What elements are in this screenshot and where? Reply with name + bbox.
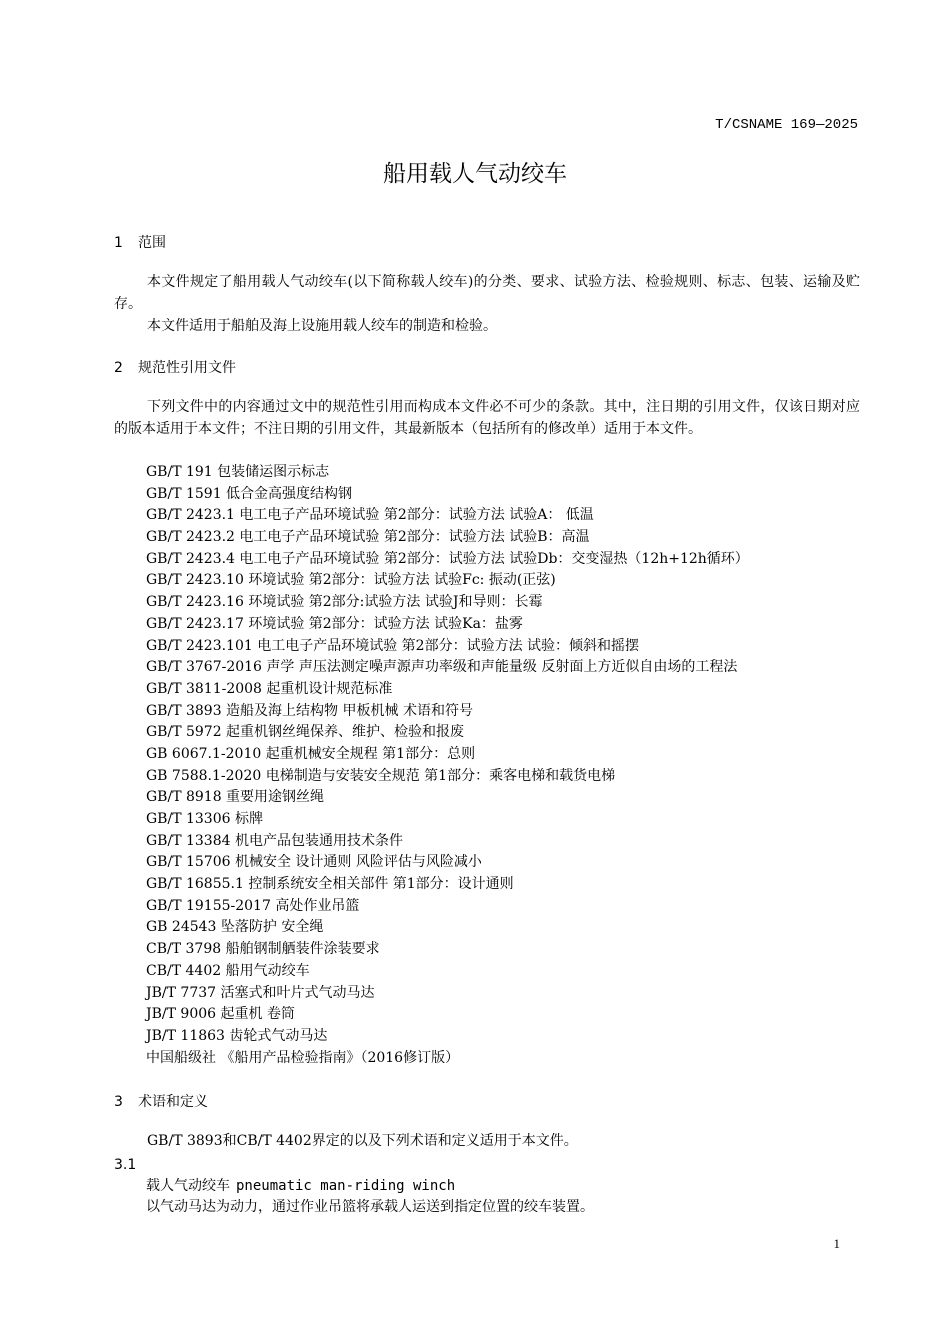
reference-item: GB/T 5972 起重机钢丝绳保养、维护、检验和报废 bbox=[146, 724, 465, 741]
reference-item: JB/T 11863 齿轮式气动马达 bbox=[146, 1027, 328, 1044]
reference-item: GB/T 13306 标牌 bbox=[146, 811, 263, 827]
reference-item: 中国船级社 《船用产品检验指南》（2016修订版） bbox=[146, 1049, 460, 1066]
reference-item: CB/T 3798 船舶钢制舾装件涂装要求 bbox=[146, 941, 380, 958]
page-number: 1 bbox=[833, 1236, 840, 1251]
section-number: 3 bbox=[114, 1094, 123, 1110]
reference-item: GB/T 2423.10 环境试验 第2部分：试验方法 试验Fc: 振动(正弦) bbox=[146, 572, 556, 589]
reference-item: GB/T 2423.1 电工电子产品环境试验 第2部分：试验方法 试验A： 低温 bbox=[146, 507, 594, 524]
section-number: 1 bbox=[114, 235, 123, 251]
section-title: 规范性引用文件 bbox=[138, 360, 236, 376]
reference-item: GB/T 191 包装储运图示标志 bbox=[146, 464, 330, 480]
term-number: 3.1 bbox=[114, 1157, 137, 1173]
reference-item: CB/T 4402 船用气动绞车 bbox=[146, 962, 310, 979]
term-english: pneumatic man-riding winch bbox=[236, 1178, 456, 1194]
reference-item: GB 24543 坠落防护 安全绳 bbox=[146, 919, 324, 936]
reference-item: GB/T 2423.101 电工电子产品环境试验 第2部分：试验方法 试验：倾斜和摇摆 bbox=[146, 637, 640, 654]
reference-item: GB/T 2423.4 电工电子产品环境试验 第2部分：试验方法 试验Db：交变湿热（12h+12h循环） bbox=[146, 550, 749, 567]
section-1-paragraph-1: 本文件规定了船用载人气动绞车(以下简称载人绞车)的分类、要求、试验方法、检验规则、标志、包装、运输及贮存。 bbox=[114, 274, 860, 312]
reference-item: GB/T 3767-2016 声学 声压法测定噪声源声功率级和声能量级 反射面上方近似自由场的工程法 bbox=[146, 659, 738, 676]
reference-item: GB/T 2423.17 环境试验 第2部分：试验方法 试验Ka：盐雾 bbox=[146, 615, 523, 632]
reference-item: GB/T 13384 机电产品包装通用技术条件 bbox=[146, 832, 403, 849]
term-entry bbox=[146, 1176, 455, 1196]
reference-item: GB/T 16855.1 控制系统安全相关部件 第1部分：设计通则 bbox=[146, 876, 514, 893]
reference-item: GB/T 15706 机械安全 设计通则 风险评估与风险减小 bbox=[146, 854, 482, 871]
reference-item: JB/T 7737 活塞式和叶片式气动马达 bbox=[146, 984, 375, 1001]
section-title: 范围 bbox=[138, 235, 166, 251]
reference-item: GB/T 1591 低合金高强度结构钢 bbox=[146, 485, 353, 502]
section-number: 2 bbox=[114, 360, 123, 376]
document-code: T/CSNAME 169—2025 bbox=[715, 117, 858, 133]
normative-references-list bbox=[146, 462, 749, 1069]
document-title: 船用载人气动绞车 bbox=[383, 161, 567, 187]
reference-item: JB/T 9006 起重机 卷筒 bbox=[146, 1006, 295, 1023]
reference-item: GB/T 3811-2008 起重机设计规范标准 bbox=[146, 680, 393, 697]
reference-item: GB/T 2423.16 环境试验 第2部分:试验方法 试验J和导则：长霉 bbox=[146, 594, 543, 611]
reference-item: GB/T 2423.2 电工电子产品环境试验 第2部分：试验方法 试验B：高温 bbox=[146, 529, 590, 546]
section-2-paragraph-1: 下列文件中的内容通过文中的规范性引用而构成本文件必不可少的条款。其中，注日期的引用文件，仅该日期对应的版本适用于本文件；不注日期的引用文件，其最新版本（包括所有的修改单）适用于本文件。 bbox=[114, 399, 860, 437]
reference-item: GB 7588.1-2020 电梯制造与安装安全规范 第1部分：乘客电梯和载货电梯 bbox=[146, 767, 616, 784]
reference-item: GB 6067.1-2010 起重机械安全规程 第1部分：总则 bbox=[146, 745, 476, 762]
term-chinese: 载人气动绞车 bbox=[146, 1178, 230, 1194]
reference-item: GB/T 19155-2017 高处作业吊篮 bbox=[146, 897, 360, 914]
section-1-paragraph-2: 本文件适用于船舶及海上设施用载人绞车的制造和检验。 bbox=[147, 318, 497, 334]
section-title: 术语和定义 bbox=[138, 1094, 208, 1110]
section-2-heading bbox=[114, 358, 236, 378]
section-3-paragraph-1: GB/T 3893和CB/T 4402界定的以及下列术语和定义适用于本文件。 bbox=[147, 1133, 578, 1149]
reference-item: GB/T 8918 重要用途钢丝绳 bbox=[146, 789, 325, 806]
section-1-heading bbox=[114, 233, 166, 253]
reference-item: GB/T 3893 造船及海上结构物 甲板机械 术语和符号 bbox=[146, 702, 473, 719]
term-definition: 以气动马达为动力，通过作业吊篮将承载人运送到指定位置的绞车装置。 bbox=[146, 1199, 594, 1215]
section-3-heading bbox=[114, 1092, 208, 1112]
